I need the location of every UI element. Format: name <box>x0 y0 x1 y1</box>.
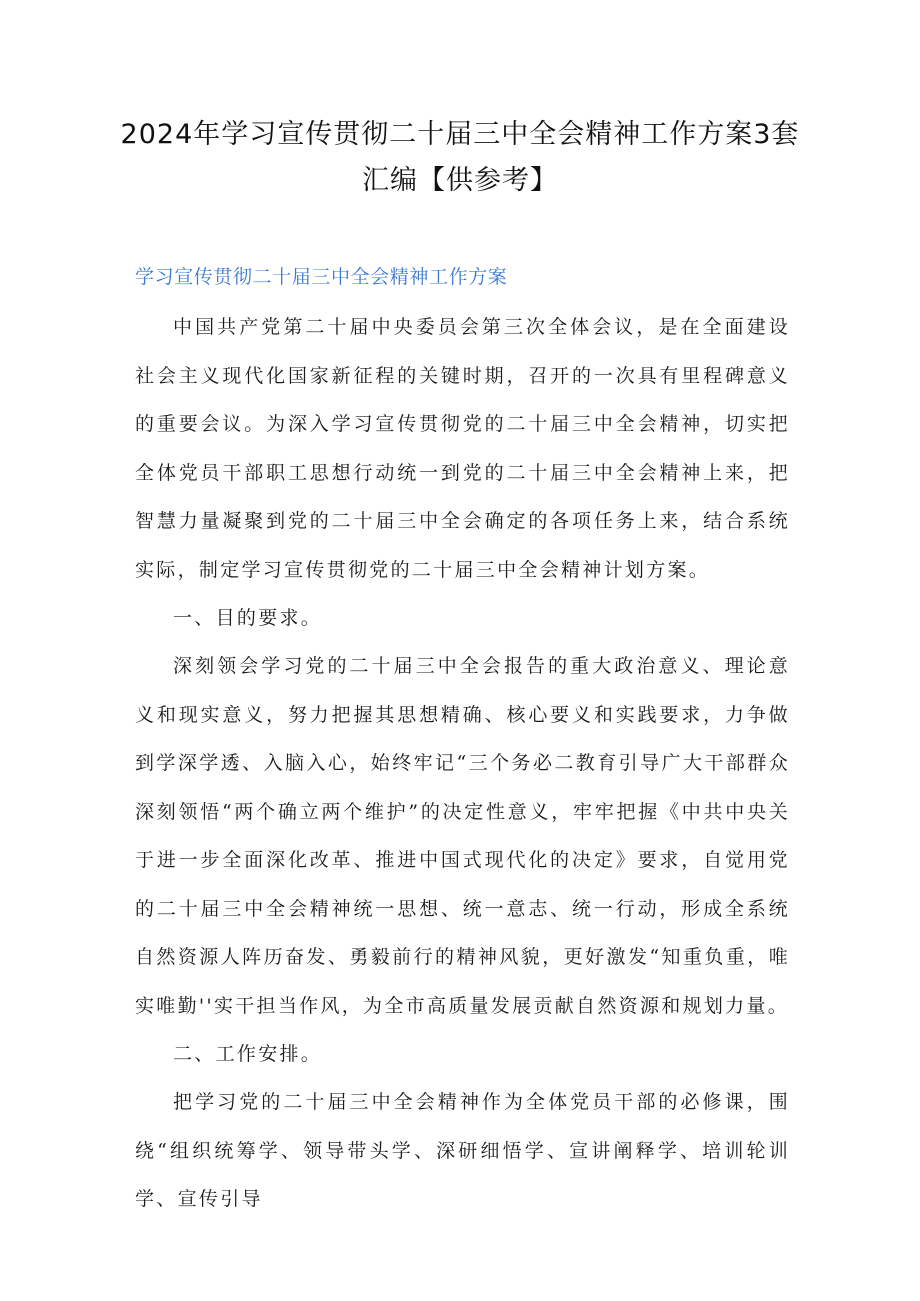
heading-purpose: 一、目的要求。 <box>173 607 323 629</box>
intro-paragraph: 中国共产党第二十届中央委员会第三次全体会议，是在全面建设社会主义现代化国家新征程的关键时期，召开的一次具有里程碑意义的重要会议。为深入学习宣传贯彻党的二十届三中全会精神，切实把全体党员干部职工思想行动统一到党的二十届三中全会精神上来，把智慧力量凝聚到党的二十届三中全会确定的各项任务上来，结合系统实际，制定学习宣传贯彻党的二十届三中全会精神计划方案。 <box>135 316 790 581</box>
arrangement-paragraph: 把学习党的二十届三中全会精神作为全体党员干部的必修课，围绕“组织统筹学、领导带头学、深研细悟学、宣讲阐释学、培训轮训学、宣传引导 <box>135 1091 790 1210</box>
heading-arrangement: 二、工作安排。 <box>173 1043 323 1065</box>
section-heading[interactable]: 学习宣传贯彻二十届三中全会精神工作方案 <box>135 266 508 288</box>
purpose-paragraph: 深刻领会学习党的二十届三中全会报告的重大政治意义、理论意义和现实意义，努力把握其思想精确、核心要义和实践要求，力争做到学深学透、入脑入心，始终牢记“三个务必二教育引导广大干部群众深刻领悟“两个确立两个维护”的决定性意义，牢牢把握《中共中央关于进一步全面深化改革、推进中国式现代化的决定》要求，自觉用党的二十届三中全会精神统一思想、统一意志、统一行动，形成全系统自然资源人阵历奋发、勇毅前行的精神风貌，更好激发“知重负重，唯实唯勤''实干担当作风，为全市高质量发展贡献自然资源和规划力量。 <box>135 655 790 1017</box>
document-title: 2024年学习宣传贯彻二十届三中全会精神工作方案3套汇编【供参考】 <box>120 119 800 196</box>
